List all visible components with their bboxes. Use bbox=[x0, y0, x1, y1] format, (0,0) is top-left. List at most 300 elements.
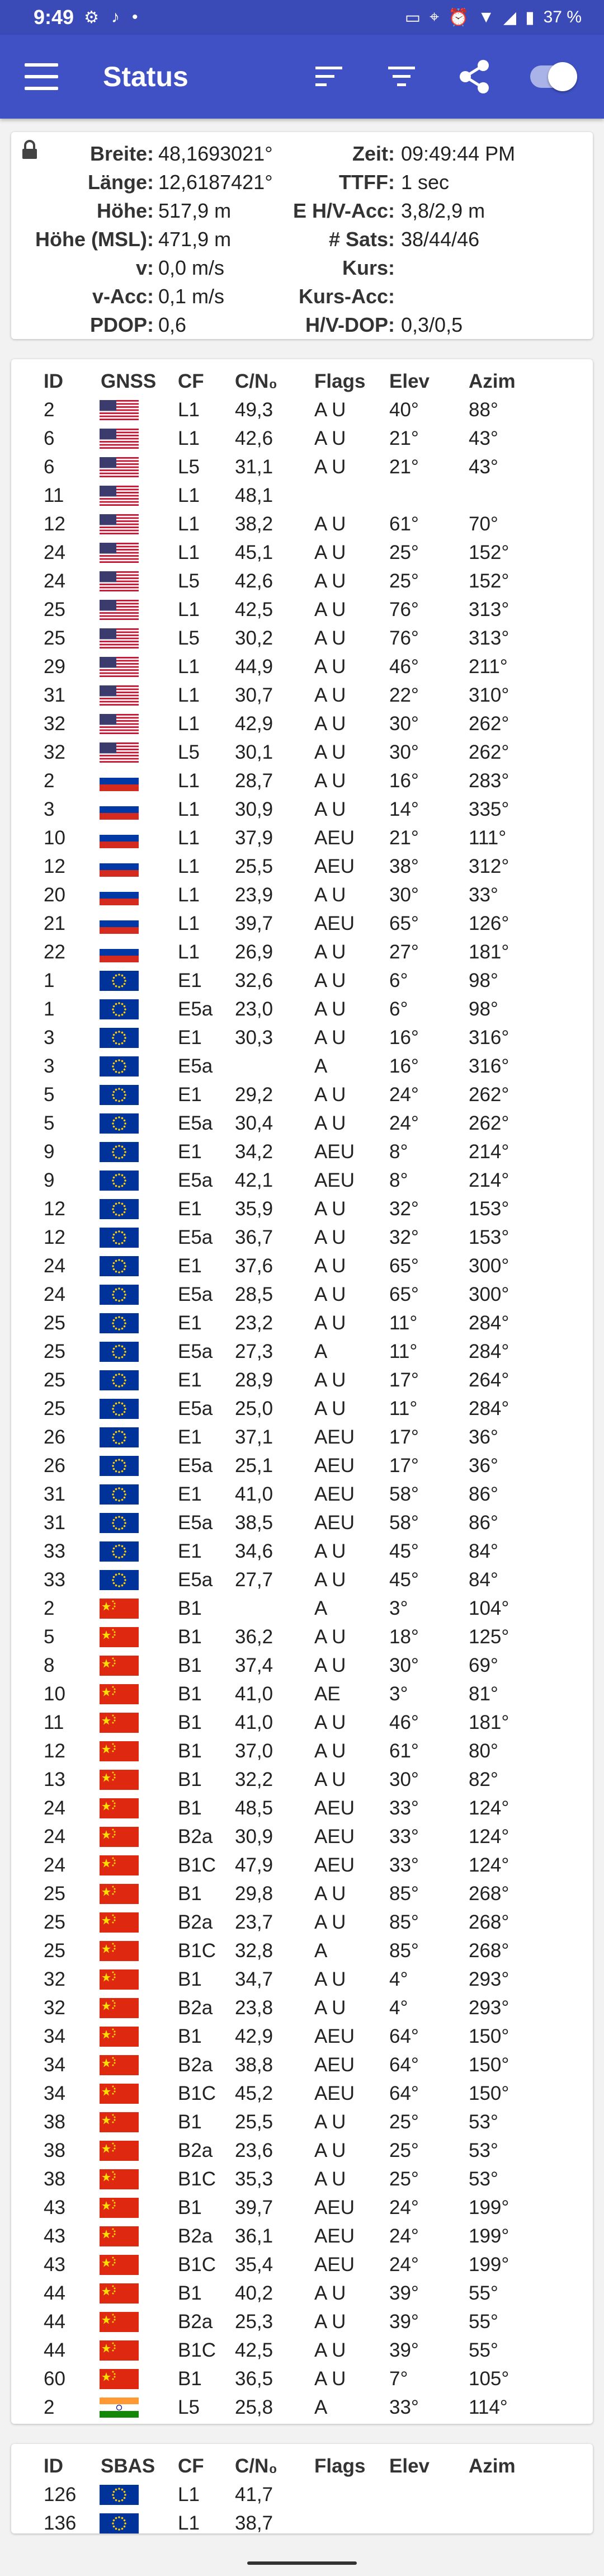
info-value: 0,0 m/s bbox=[158, 256, 225, 279]
sat-id: 31 bbox=[44, 1483, 65, 1505]
table-row bbox=[11, 2336, 593, 2365]
sat-cn0: 35,4 bbox=[235, 2254, 273, 2276]
sat-flags: A U bbox=[314, 456, 346, 478]
gnss-satellite-table bbox=[11, 359, 593, 2424]
sat-cn0: 36,1 bbox=[235, 2225, 273, 2247]
sat-cn0: 41,0 bbox=[235, 1483, 273, 1505]
sat-flags: AEU bbox=[314, 2225, 355, 2247]
sat-elev: 65° bbox=[389, 1284, 419, 1305]
cn-flag-icon bbox=[100, 2198, 139, 2218]
sat-cf: E1 bbox=[178, 1312, 202, 1334]
sat-cf: B1 bbox=[178, 1740, 202, 1762]
table-row bbox=[11, 909, 593, 938]
sat-cf: L1 bbox=[178, 2484, 200, 2506]
sat-cf: B1 bbox=[178, 1683, 202, 1705]
sat-cf: E5a bbox=[178, 1112, 213, 1134]
sat-flags: A U bbox=[314, 656, 346, 678]
sat-azim: 150° bbox=[469, 2054, 509, 2076]
sat-cf: E1 bbox=[178, 1141, 202, 1163]
sat-azim: 153° bbox=[469, 1226, 509, 1248]
sat-flags: A U bbox=[314, 1712, 346, 1733]
table-row bbox=[11, 396, 593, 424]
sat-cf: E1 bbox=[178, 1084, 202, 1106]
us-flag-icon bbox=[100, 742, 139, 763]
sat-elev: 61° bbox=[389, 513, 419, 535]
table-row bbox=[11, 1080, 593, 1109]
table-row bbox=[11, 1223, 593, 1252]
sat-cn0: 23,2 bbox=[235, 1312, 273, 1334]
sat-cf: B1 bbox=[178, 2368, 202, 2390]
sat-cn0: 29,2 bbox=[235, 1084, 273, 1106]
sat-id: 25 bbox=[44, 627, 65, 649]
sat-cn0: 28,9 bbox=[235, 1369, 273, 1391]
sat-elev: 17° bbox=[389, 1369, 419, 1391]
sat-azim: 293° bbox=[469, 1968, 509, 1990]
sat-cf: L1 bbox=[178, 656, 200, 678]
table-row bbox=[11, 1280, 593, 1309]
sat-cf: B2a bbox=[178, 1997, 213, 2019]
sat-flags: A U bbox=[314, 713, 346, 735]
info-label: H/V-DOP: bbox=[305, 313, 395, 336]
table-row bbox=[11, 1537, 593, 1566]
sat-elev: 25° bbox=[389, 2111, 419, 2133]
sat-elev: 14° bbox=[389, 798, 419, 820]
eu-flag-icon bbox=[100, 1427, 139, 1447]
eu-flag-icon bbox=[100, 2485, 139, 2505]
sat-elev: 17° bbox=[389, 1455, 419, 1477]
eu-flag-icon bbox=[100, 1256, 139, 1276]
eu-flag-icon bbox=[100, 1570, 139, 1590]
sat-cn0: 49,3 bbox=[235, 399, 273, 421]
sat-cn0: 28,5 bbox=[235, 1284, 273, 1305]
sat-cf: L5 bbox=[178, 456, 200, 478]
sat-flags: A U bbox=[314, 1226, 346, 1248]
sat-flags: A U bbox=[314, 970, 346, 991]
info-label: v-Acc: bbox=[92, 285, 154, 308]
sat-cn0: 37,0 bbox=[235, 1740, 273, 1762]
sat-azim: 152° bbox=[469, 542, 509, 563]
battery-percent: 37 % bbox=[543, 8, 582, 26]
sat-cf: B1 bbox=[178, 2025, 202, 2047]
sat-cf: E5a bbox=[178, 1569, 213, 1591]
cn-flag-icon bbox=[100, 1656, 139, 1676]
eu-flag-icon bbox=[100, 1228, 139, 1248]
table-row bbox=[11, 1337, 593, 1366]
sat-azim: 84° bbox=[469, 1540, 498, 1562]
sat-cn0: 27,7 bbox=[235, 1569, 273, 1591]
cn-flag-icon bbox=[100, 2369, 139, 2389]
sat-elev: 65° bbox=[389, 1255, 419, 1277]
table-row bbox=[11, 1965, 593, 1994]
sat-elev: 7° bbox=[389, 2368, 408, 2390]
eu-flag-icon bbox=[100, 1028, 139, 1048]
sat-cf: L1 bbox=[178, 798, 200, 820]
sat-elev: 18° bbox=[389, 1626, 419, 1648]
sat-flags: AEU bbox=[314, 855, 355, 877]
sat-azim: 88° bbox=[469, 399, 498, 421]
sat-id: 11 bbox=[44, 485, 64, 506]
sat-id: 32 bbox=[44, 741, 65, 763]
sat-azim: 268° bbox=[469, 1911, 509, 1933]
sat-azim: 36° bbox=[469, 1426, 498, 1448]
sat-elev: 58° bbox=[389, 1512, 419, 1534]
sat-azim: 284° bbox=[469, 1341, 509, 1362]
sat-cf: B1 bbox=[178, 2197, 202, 2218]
us-flag-icon bbox=[100, 685, 139, 706]
sat-cn0: 30,2 bbox=[235, 627, 273, 649]
sat-elev: 16° bbox=[389, 1027, 419, 1049]
sat-id: 12 bbox=[44, 513, 65, 535]
sat-flags: A U bbox=[314, 2282, 346, 2304]
sat-cn0: 25,5 bbox=[235, 2111, 273, 2133]
table-row bbox=[11, 2022, 593, 2051]
table-row bbox=[11, 2307, 593, 2336]
sat-id: 32 bbox=[44, 713, 65, 735]
sat-cn0: 23,9 bbox=[235, 884, 273, 906]
sat-elev: 64° bbox=[389, 2054, 419, 2076]
sat-elev: 24° bbox=[389, 2225, 419, 2247]
header-azim: Azim bbox=[469, 370, 516, 392]
header-cn0: C/N₀ bbox=[235, 370, 278, 392]
filter-icon[interactable] bbox=[385, 60, 418, 93]
table-row bbox=[11, 453, 593, 481]
sat-azim: 80° bbox=[469, 1740, 498, 1762]
sat-id: 38 bbox=[44, 2140, 65, 2161]
sat-cn0: 42,6 bbox=[235, 570, 273, 592]
us-flag-icon bbox=[100, 543, 139, 563]
ru-flag-icon bbox=[100, 828, 139, 848]
table-row bbox=[11, 1851, 593, 1879]
table-row bbox=[11, 852, 593, 881]
sort-icon[interactable] bbox=[312, 60, 346, 93]
cn-flag-icon bbox=[100, 1684, 139, 1704]
sat-cn0: 29,8 bbox=[235, 1883, 273, 1905]
sat-flags: A U bbox=[314, 1398, 346, 1419]
eu-flag-icon bbox=[100, 1399, 139, 1419]
cn-flag-icon bbox=[100, 2340, 139, 2361]
cn-flag-icon bbox=[100, 1627, 139, 1647]
system-status-bar bbox=[0, 0, 604, 35]
sat-flags: AEU bbox=[314, 1455, 355, 1477]
sat-cn0: 32,6 bbox=[235, 970, 273, 991]
sat-cf: L1 bbox=[178, 513, 200, 535]
sat-id: 9 bbox=[44, 1169, 55, 1191]
us-flag-icon bbox=[100, 514, 139, 534]
sat-flags: A U bbox=[314, 542, 346, 563]
sat-id: 3 bbox=[44, 1027, 55, 1049]
sat-flags: A U bbox=[314, 513, 346, 535]
sat-elev: 16° bbox=[389, 1055, 419, 1077]
header-flags: Flags bbox=[314, 370, 366, 392]
sat-flags: AEU bbox=[314, 1483, 355, 1505]
eu-flag-icon bbox=[100, 1342, 139, 1362]
sat-cn0: 48,1 bbox=[235, 485, 273, 506]
sat-cf: B1 bbox=[178, 1597, 202, 1619]
sat-cf: E5a bbox=[178, 1341, 213, 1362]
sat-id: 38 bbox=[44, 2168, 65, 2190]
header-azim: Azim bbox=[469, 2455, 516, 2477]
dot-icon: • bbox=[131, 8, 138, 26]
sat-azim: 262° bbox=[469, 741, 509, 763]
sat-azim: 181° bbox=[469, 941, 509, 963]
sat-cf: E1 bbox=[178, 1027, 202, 1049]
sat-azim: 150° bbox=[469, 2083, 509, 2104]
sat-id: 34 bbox=[44, 2054, 65, 2076]
sat-id: 44 bbox=[44, 2282, 65, 2304]
sat-cn0: 37,9 bbox=[235, 827, 273, 849]
info-label: Höhe: bbox=[97, 199, 154, 222]
sat-cf: L1 bbox=[178, 399, 200, 421]
table-row bbox=[11, 1451, 593, 1480]
sat-azim: 199° bbox=[469, 2225, 509, 2247]
sat-flags: A bbox=[314, 2396, 328, 2418]
sat-id: 31 bbox=[44, 1512, 65, 1534]
sat-cf: L5 bbox=[178, 2396, 200, 2418]
sat-elev: 30° bbox=[389, 713, 419, 735]
cn-flag-icon bbox=[100, 1827, 139, 1847]
sat-cf: E1 bbox=[178, 1426, 202, 1448]
sat-id: 1 bbox=[44, 998, 55, 1020]
eu-flag-icon bbox=[100, 1313, 139, 1333]
sat-flags: A U bbox=[314, 1883, 346, 1905]
cn-flag-icon bbox=[100, 1741, 139, 1761]
sat-azim: 124° bbox=[469, 1826, 509, 1848]
sat-elev: 22° bbox=[389, 684, 419, 706]
table-row bbox=[11, 1137, 593, 1166]
sat-cf: B1C bbox=[178, 2168, 216, 2190]
sat-cn0: 36,7 bbox=[235, 1226, 273, 1248]
cn-flag-icon bbox=[100, 1998, 139, 2018]
eu-flag-icon bbox=[100, 971, 139, 991]
sat-id: 25 bbox=[44, 1911, 65, 1933]
sat-cn0: 26,9 bbox=[235, 941, 273, 963]
sat-azim: 84° bbox=[469, 1569, 498, 1591]
sat-id: 26 bbox=[44, 1426, 65, 1448]
info-value: 0,3/0,5 bbox=[401, 313, 463, 336]
ru-flag-icon bbox=[100, 771, 139, 791]
sat-cn0: 30,9 bbox=[235, 798, 273, 820]
sat-azim: 214° bbox=[469, 1169, 509, 1191]
sat-elev: 27° bbox=[389, 941, 419, 963]
sat-azim: 82° bbox=[469, 1769, 498, 1790]
sat-cf: E1 bbox=[178, 1255, 202, 1277]
sat-elev: 32° bbox=[389, 1226, 419, 1248]
sat-elev: 85° bbox=[389, 1883, 419, 1905]
sat-azim: 55° bbox=[469, 2282, 498, 2304]
sat-cf: B1 bbox=[178, 2282, 202, 2304]
sat-flags: A bbox=[314, 1940, 328, 1962]
table-row bbox=[11, 1480, 593, 1508]
sat-cn0: 25,0 bbox=[235, 1398, 273, 1419]
sat-id: 38 bbox=[44, 2111, 65, 2133]
table-row bbox=[11, 1708, 593, 1737]
sat-flags: A U bbox=[314, 1654, 346, 1676]
sat-id: 5 bbox=[44, 1084, 55, 1106]
sat-id: 20 bbox=[44, 884, 65, 906]
sat-flags: A U bbox=[314, 1312, 346, 1334]
sat-cf: E5a bbox=[178, 1169, 213, 1191]
share-icon[interactable] bbox=[457, 60, 491, 93]
sat-cf: B2a bbox=[178, 2225, 213, 2247]
sat-cn0: 36,5 bbox=[235, 2368, 273, 2390]
ru-flag-icon bbox=[100, 942, 139, 962]
sbas-satellite-table bbox=[11, 2444, 593, 2533]
table-header bbox=[11, 2452, 593, 2480]
menu-icon[interactable] bbox=[25, 63, 58, 90]
header-cn0: C/N₀ bbox=[235, 2455, 278, 2477]
sat-id: 10 bbox=[44, 1683, 65, 1705]
sat-elev: 25° bbox=[389, 570, 419, 592]
table-row bbox=[11, 1052, 593, 1080]
sat-id: 24 bbox=[44, 570, 65, 592]
sat-cf: L5 bbox=[178, 627, 200, 649]
us-flag-icon bbox=[100, 600, 139, 620]
sat-cn0: 37,4 bbox=[235, 1654, 273, 1676]
table-row bbox=[11, 1566, 593, 1594]
header-flags: Flags bbox=[314, 2455, 366, 2477]
sat-cf: E1 bbox=[178, 970, 202, 991]
table-row bbox=[11, 795, 593, 824]
sat-flags: A bbox=[314, 1055, 328, 1077]
sat-id: 44 bbox=[44, 2339, 65, 2361]
sat-id: 6 bbox=[44, 427, 55, 449]
sat-id: 24 bbox=[44, 1284, 65, 1305]
cn-flag-icon bbox=[100, 1599, 139, 1619]
eu-flag-icon bbox=[100, 1456, 139, 1476]
sat-cf: B1 bbox=[178, 1626, 202, 1648]
table-row bbox=[11, 1023, 593, 1052]
sat-id: 43 bbox=[44, 2225, 65, 2247]
sat-id: 24 bbox=[44, 1854, 65, 1876]
sat-azim: 262° bbox=[469, 1112, 509, 1134]
sat-flags: A U bbox=[314, 1112, 346, 1134]
sat-id: 25 bbox=[44, 1312, 65, 1334]
sat-cf: B1C bbox=[178, 1854, 216, 1876]
sat-cn0: 37,1 bbox=[235, 1426, 273, 1448]
sat-id: 22 bbox=[44, 941, 65, 963]
sat-azim: 152° bbox=[469, 570, 509, 592]
sat-elev: 11° bbox=[389, 1341, 418, 1362]
page-title: Status bbox=[103, 61, 188, 92]
table-row bbox=[11, 1737, 593, 1765]
cast-icon: ▭ bbox=[404, 8, 421, 27]
ru-flag-icon bbox=[100, 914, 139, 934]
sat-cf: E5a bbox=[178, 1055, 213, 1077]
sat-azim: 70° bbox=[469, 513, 498, 535]
sat-azim: 300° bbox=[469, 1284, 509, 1305]
sat-cn0: 42,5 bbox=[235, 599, 273, 621]
table-row bbox=[11, 995, 593, 1023]
info-row bbox=[11, 142, 593, 170]
sat-azim: 114° bbox=[469, 2396, 508, 2418]
sat-azim: 55° bbox=[469, 2339, 498, 2361]
eu-flag-icon bbox=[100, 1142, 139, 1162]
sat-id: 26 bbox=[44, 1455, 65, 1477]
sat-azim: 126° bbox=[469, 913, 509, 934]
table-row bbox=[11, 2108, 593, 2136]
sat-flags: AEU bbox=[314, 1512, 355, 1534]
table-row bbox=[11, 2051, 593, 2079]
sat-cf: E5a bbox=[178, 998, 213, 1020]
sat-id: 24 bbox=[44, 1826, 65, 1848]
gear-icon: ⚙ bbox=[84, 8, 99, 27]
sat-elev: 8° bbox=[389, 1141, 408, 1163]
sat-cn0: 25,3 bbox=[235, 2311, 273, 2333]
us-flag-icon bbox=[100, 714, 139, 734]
sat-elev: 11° bbox=[389, 1398, 418, 1419]
eu-flag-icon bbox=[100, 1541, 139, 1562]
sat-cf: L1 bbox=[178, 2512, 200, 2534]
sat-id: 24 bbox=[44, 542, 65, 563]
sat-cf: B1C bbox=[178, 2254, 216, 2276]
in-flag-icon bbox=[100, 2398, 139, 2418]
sat-cf: L1 bbox=[178, 542, 200, 563]
sat-cf: E5a bbox=[178, 1455, 213, 1477]
sat-elev: 25° bbox=[389, 542, 419, 563]
sat-elev: 40° bbox=[389, 399, 419, 421]
cn-flag-icon bbox=[100, 1884, 139, 1904]
sat-cf: L1 bbox=[178, 713, 200, 735]
info-label: PDOP: bbox=[89, 313, 154, 336]
eu-flag-icon bbox=[100, 999, 139, 1019]
sat-elev: 45° bbox=[389, 1540, 419, 1562]
sat-cf: E1 bbox=[178, 1483, 202, 1505]
sat-id: 12 bbox=[44, 1226, 65, 1248]
table-row bbox=[11, 2079, 593, 2108]
sat-cf: E1 bbox=[178, 1369, 202, 1391]
sat-cn0: 34,2 bbox=[235, 1141, 273, 1163]
cn-flag-icon bbox=[100, 1941, 139, 1961]
sat-azim: 268° bbox=[469, 1883, 509, 1905]
sat-id: 13 bbox=[44, 1769, 65, 1790]
sat-id: 10 bbox=[44, 827, 65, 849]
sat-cn0: 38,7 bbox=[235, 2512, 273, 2534]
sat-id: 44 bbox=[44, 2311, 65, 2333]
table-row bbox=[11, 1765, 593, 1794]
info-value: 517,9 m bbox=[158, 199, 232, 222]
sat-cf: B2a bbox=[178, 2140, 213, 2161]
sat-id: 24 bbox=[44, 1255, 65, 1277]
table-row bbox=[11, 595, 593, 624]
sat-flags: A U bbox=[314, 1626, 346, 1648]
sat-cn0: 23,7 bbox=[235, 1911, 273, 1933]
us-flag-icon bbox=[100, 486, 139, 506]
table-row bbox=[11, 1309, 593, 1337]
sat-cf: E5a bbox=[178, 1226, 213, 1248]
info-value: 09:49:44 PM bbox=[401, 142, 516, 165]
sat-azim: 283° bbox=[469, 770, 509, 792]
table-row bbox=[11, 2193, 593, 2222]
table-row bbox=[11, 1423, 593, 1451]
sat-elev: 3° bbox=[389, 1683, 408, 1705]
sat-cn0: 23,8 bbox=[235, 1997, 273, 2019]
cn-flag-icon bbox=[100, 1969, 139, 1990]
sat-cn0: 28,7 bbox=[235, 770, 273, 792]
sat-azim: 55° bbox=[469, 2311, 498, 2333]
cn-flag-icon bbox=[100, 2312, 139, 2332]
sat-cf: B1C bbox=[178, 2339, 216, 2361]
cn-flag-icon bbox=[100, 1912, 139, 1933]
info-label: E H/V-Acc: bbox=[292, 199, 395, 222]
sat-elev: 25° bbox=[389, 2140, 419, 2161]
sat-flags: A U bbox=[314, 884, 346, 906]
sat-elev: 24° bbox=[389, 1084, 419, 1106]
header-id: ID bbox=[44, 370, 63, 392]
home-indicator[interactable] bbox=[247, 2561, 357, 2565]
sat-elev: 38° bbox=[389, 855, 419, 877]
sat-elev: 21° bbox=[389, 427, 419, 449]
toggle-switch[interactable] bbox=[530, 65, 575, 88]
